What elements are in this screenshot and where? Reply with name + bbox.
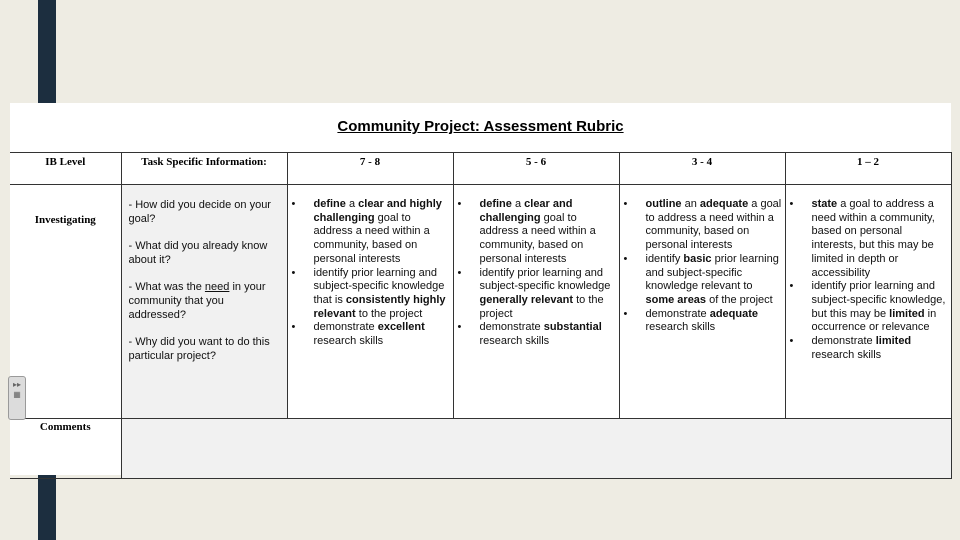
question-1: - How did you decide on your goal? — [128, 199, 271, 225]
criteria-3-4 — [619, 185, 785, 419]
criterion-item: • demonstrate adequate research skills — [622, 308, 782, 335]
criterion-item: • demonstrate substantial research skills — [456, 321, 616, 348]
criterion-item: • identify prior learning and subject-specific knowledge generally relevant to the project — [456, 267, 616, 322]
criterion-item: • identify prior learning and subject-specific knowledge, but this may be limited in occurrence or relevance — [788, 280, 948, 335]
criterion-item: • demonstrate excellent research skills — [290, 321, 450, 348]
question-4: - Why did you want to do this particular project? — [128, 335, 270, 362]
comments-row — [10, 419, 951, 479]
header-ib-level: IB Level — [10, 153, 121, 185]
panel-expand-handle[interactable]: ▸▸ ▦ — [8, 376, 26, 420]
criterion-item: • define a clear and challenging goal to address a need within a community, based on personal interests — [456, 198, 616, 267]
criterion-item: • identify prior learning and subject-specific knowledge that is consistently highly relevant to the project — [290, 267, 450, 322]
header-7-8: 7 - 8 — [287, 153, 453, 185]
question-2: - What did you already know about it? — [128, 240, 268, 266]
criteria-1-2 — [785, 185, 951, 419]
header-1-2: 1 – 2 — [785, 153, 951, 185]
rubric-document — [10, 103, 951, 475]
header-row — [10, 153, 951, 185]
row-label-investigating: Investigating — [10, 185, 121, 419]
criteria-5-6 — [453, 185, 619, 419]
investigating-row — [10, 185, 951, 419]
header-task-info: Task Specific Information: — [121, 153, 287, 185]
criterion-item: • outline an adequate a goal to address a need within a community, based on personal interests — [622, 198, 782, 253]
page-title: Community Project: Assessment Rubric — [337, 118, 624, 135]
assessment-rubric-table — [10, 152, 952, 479]
header-3-4: 3 - 4 — [619, 153, 785, 185]
task-questions — [121, 185, 287, 419]
criterion-item: • define a clear and highly challenging goal to address a need within a community, based on personal interests — [290, 198, 450, 267]
question-3: - What was the need in your community that you addressed? — [128, 281, 266, 321]
criteria-7-8 — [287, 185, 453, 419]
criterion-item: • state a goal to address a need within a community, based on personal interests, but this may be limited in depth or accessibility — [788, 198, 948, 280]
comments-field[interactable] — [121, 419, 951, 479]
criterion-item: • demonstrate limited research skills — [788, 335, 948, 362]
criterion-item: • identify basic prior learning and subject-specific knowledge relevant to some areas of the project — [622, 253, 782, 308]
header-5-6: 5 - 6 — [453, 153, 619, 185]
row-label-comments: Comments — [10, 419, 121, 479]
